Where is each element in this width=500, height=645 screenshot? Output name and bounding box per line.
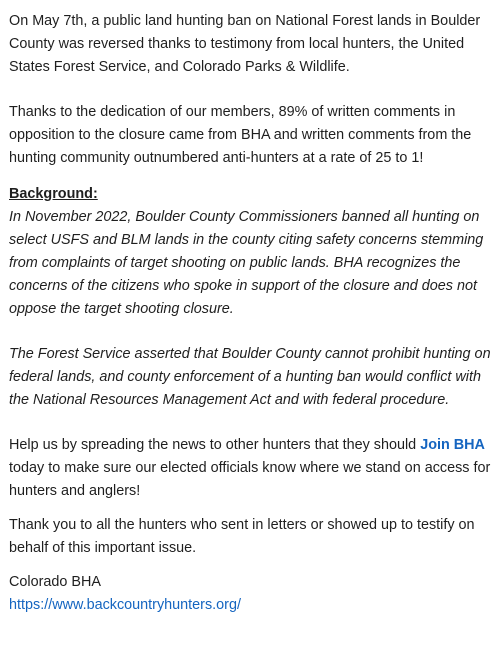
- background-paragraph-forest-service: The Forest Service asserted that Boulder County cannot prohibit hunting on federal lands, and county enforcement of a hunting ban would conflict with the National Resources Management Act and with federal procedure.: [9, 346, 491, 408]
- background-section: [9, 183, 494, 412]
- website-link[interactable]: https://www.backcountryhunters.org/: [9, 597, 241, 613]
- signature-name: Colorado BHA: [9, 574, 101, 590]
- signature-block: [9, 571, 494, 617]
- thanks-paragraph: Thank you to all the hunters who sent in letters or showed up to testify on behalf of this important issue.: [9, 517, 475, 556]
- intro-paragraph: On May 7th, a public land hunting ban on National Forest lands in Boulder County was reversed thanks to testimony from local hunters, the United States Forest Service, and Colorado Parks & Wildlife.: [9, 13, 481, 75]
- cta-text-before: Help us by spreading the news to other hunters that they should: [9, 437, 421, 453]
- join-bha-link[interactable]: Join BHA: [420, 437, 485, 453]
- background-heading: Background:: [9, 186, 98, 202]
- call-to-action-paragraph: [9, 434, 494, 503]
- background-paragraph-county: In November 2022, Boulder County Commissioners banned all hunting on select USFS and BLM lands in the county citing safety concerns stemming from complaints of target shooting on public lands. BHA recognizes the concerns of the citizens who spoke in support of the closure and does not oppose the target shooting closure.: [9, 209, 484, 317]
- comments-paragraph: Thanks to the dedication of our members, 89% of written comments in opposition to the closure came from BHA and written comments from the hunting community outnumbered anti-hunters at a rate of 25 to 1!: [9, 104, 472, 166]
- cta-text-after: today to make sure our elected officials know where we stand on access for hunters and anglers!: [9, 460, 491, 499]
